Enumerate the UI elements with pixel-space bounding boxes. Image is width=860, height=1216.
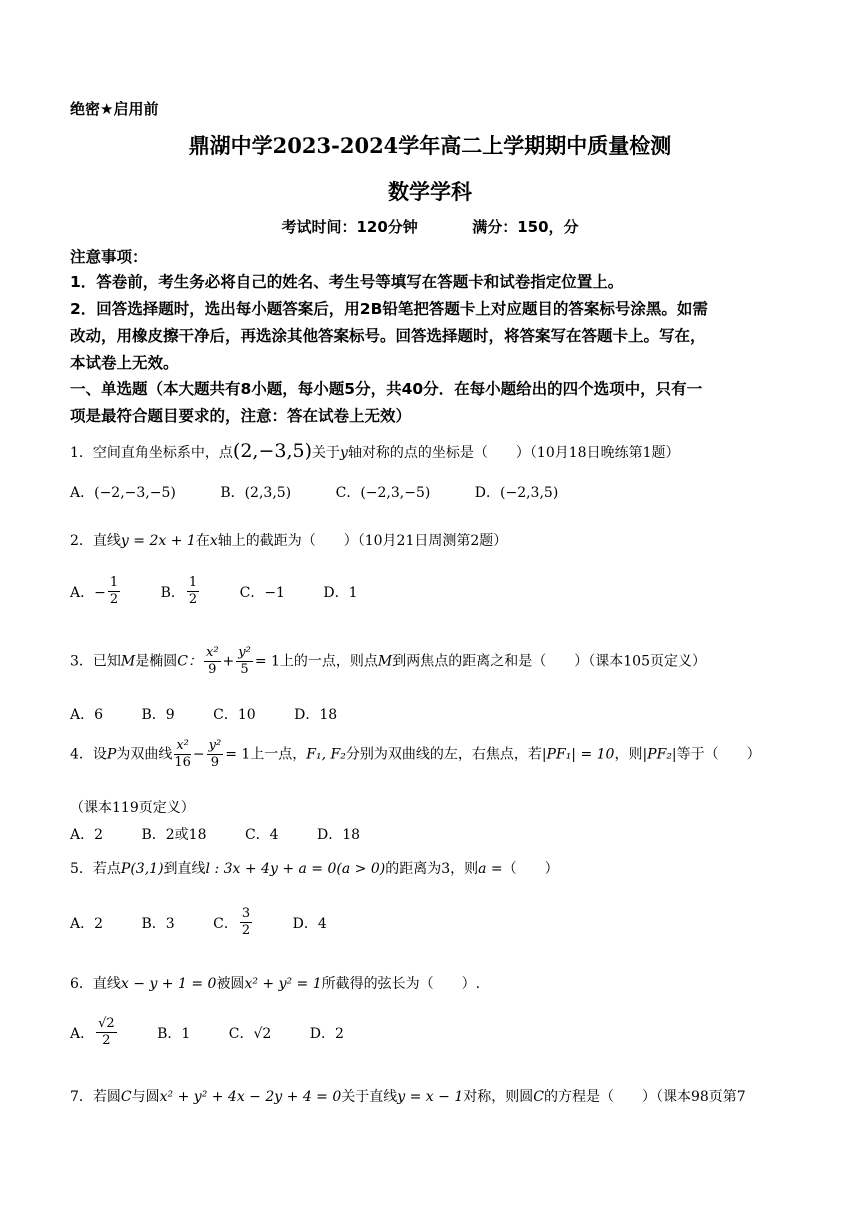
q2-option-d[interactable]: D．1 [323,584,358,601]
q5-line: l : 3x + 4y + a = 0(a > 0) [205,861,386,877]
q1-options [70,482,558,502]
q1-option-c[interactable]: C．(−2,3,−5) [335,485,431,501]
q2-option-c[interactable]: C．−1 [239,584,285,601]
question-2: 2．直线y = 2x + 1在x轴上的截距为（ ）（10月21日周测第2题） [70,533,508,549]
q4-options [70,824,360,844]
note-item-2-line-2: 改动，用橡皮擦干净后，再选涂其他答案标号。回答选择题时，将答案写在答题卡上。写在， [70,327,706,345]
question-3: 3．已知M是椭圆C： $\frac{\text{x²}}{9}$ + $\frac{\text{y²}}{5}$ = 1上的一点，则点M到两焦点的距离之和是（ ）（课本105页定义） [70,645,706,677]
question-6: 6．直线x − y + 1 = 0被圆x² + y² = 1所截得的弦长为（ ）. [70,976,481,992]
exam-time: 考试时间：120分钟 [281,218,418,236]
section-heading-line-2: 项是最符合题目要求的，注意：答在试卷上无效） [70,407,412,425]
q4-option-c[interactable]: C．4 [244,827,279,843]
q4-option-d[interactable]: D．18 [317,827,361,843]
q6-option-d[interactable]: D．2 [309,1025,344,1042]
q1-option-d[interactable]: D．(−2,3,5) [474,485,559,501]
q1-option-b[interactable]: B．(2,3,5) [220,485,292,501]
q2-option-a[interactable]: A．− $\frac{1}{2}$ [70,575,119,607]
note-item-2-line-1: 2．回答选择题时，选出每小题答案后，用2B铅笔把答题卡上对应题目的答案标号涂黑。如需 [70,300,708,318]
q5-option-d[interactable]: D．4 [292,915,327,932]
q6-options [70,1016,344,1049]
q1-point: (2,−3,5) [232,440,313,462]
q3-options [70,704,337,724]
q3-option-d[interactable]: D．18 [294,707,338,723]
q6-circle: x² + y² = 1 [244,976,322,992]
question-7: 7．若圆C与圆x² + y² + 4x − 2y + 4 = 0关于直线y = x − 1对称，则圆C的方程是（ ）（课本98页第7 [70,1089,746,1105]
question-5: 5．若点P(3,1)到直线l : 3x + 4y + a = 0(a > 0)的距离为3，则a =（ ） [70,861,559,877]
q6-option-b[interactable]: B．1 [157,1025,191,1042]
section-heading-line-1: 一、单选题（本大题共有8小题，每小题5分，共40分．在每小题给出的四个选项中，只有一 [70,380,703,398]
q1-option-a[interactable]: A．(−2,−3,−5) [70,485,176,501]
q5-point: P(3,1) [120,861,164,877]
q3-option-b[interactable]: B．9 [141,707,175,723]
q4-option-a[interactable]: A．2 [70,827,104,843]
q7-line: y = x − 1 [397,1089,464,1105]
q5-option-c[interactable]: C． $\frac{3}{2}$ [213,906,251,938]
note-item-2-line-3: 本试卷上无效。 [70,354,179,372]
q6-option-a[interactable]: A． $\frac{√2}{2}$ [70,1016,115,1048]
q7-circle: x² + y² + 4x − 2y + 4 = 0 [159,1089,342,1105]
q4-option-b[interactable]: B．2或18 [141,827,207,843]
full-score: 满分：150，分 [472,218,579,236]
note-item-1: 1．答卷前，考生务必将自己的姓名、考生号等填写在答题卡和试卷指定位置上。 [70,273,624,291]
q2-equation: y = 2x + 1 [120,533,196,549]
q3-option-a[interactable]: A．6 [70,707,104,723]
question-1: 1．空间直角坐标系中，点(2,−3,5)关于y轴对称的点的坐标是（ ）（10月18日晚练第1题） [70,440,680,462]
q2-options [70,575,358,608]
notes-heading: 注意事项： [70,248,148,266]
question-4: 4．设P为双曲线 $\frac{\text{x²}}{16}$ − $\frac{\text{y²}}{9}$ = 1上一点，F₁, F₂分别为双曲线的左，右焦点，若|PF₁| = 10，则|PF₂|等于（ ） [70,738,761,770]
confidential-label: 绝密★启用前 [70,100,159,118]
q6-option-c[interactable]: C．√2 [228,1025,272,1042]
exam-title: 鼎湖中学2023-2024学年高二上学期期中质量检测 [188,133,672,158]
q5-option-a[interactable]: A．2 [70,915,104,932]
exam-info [0,216,860,237]
q6-line: x − y + 1 = 0 [120,976,217,992]
q3-option-c[interactable]: C．10 [213,707,256,723]
subject-title: 数学学科 [388,179,472,204]
q2-option-b[interactable]: B． $\frac{1}{2}$ [160,575,198,607]
q4-line-2: （课本119页定义） [70,800,195,816]
q5-option-b[interactable]: B．3 [141,915,175,932]
q5-options [70,906,327,939]
